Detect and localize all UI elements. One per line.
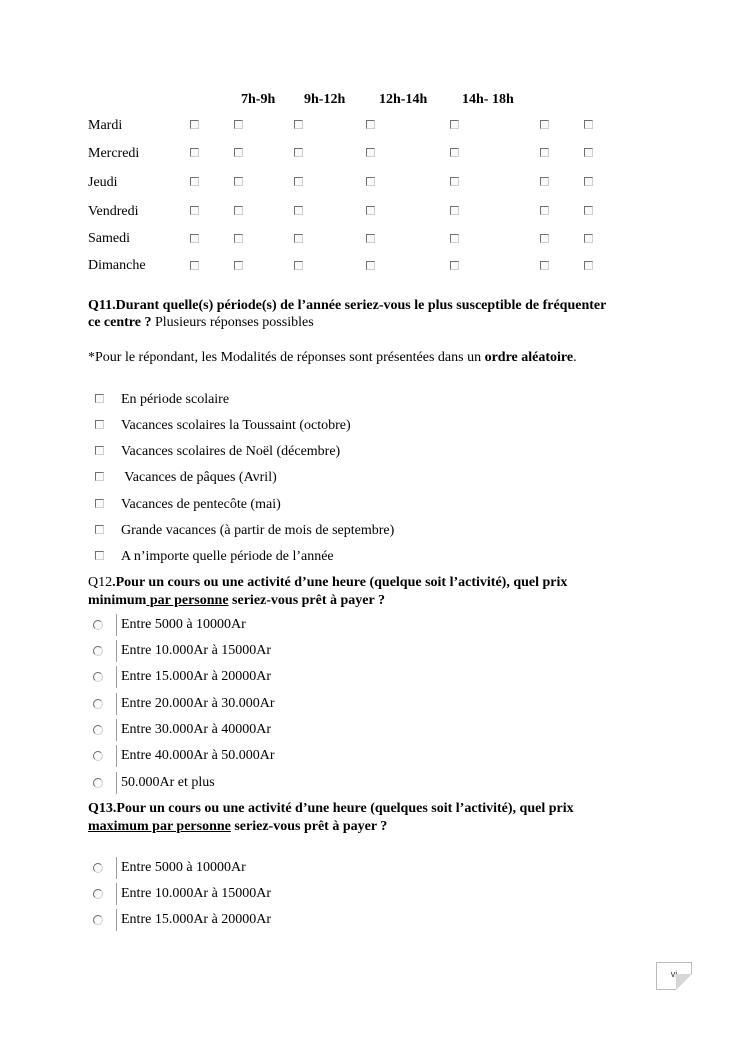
schedule-checkbox-samedi-4[interactable]: [450, 234, 459, 243]
q12-option-1-label: Entre 10.000Ar à 15000Ar: [121, 643, 272, 658]
q12-option-0-divider: [116, 614, 117, 636]
q12-option-1-radio[interactable]: [93, 646, 103, 656]
q11-note-suffix: .: [573, 350, 577, 365]
q12-option-2-divider: [116, 666, 117, 688]
schedule-checkbox-mercredi-5[interactable]: [540, 148, 549, 157]
q12-title-text: .Pour un cours ou une activité d’une heure (quelque soit l’activité), quel prix: [112, 575, 568, 590]
q12-option-5-label: Entre 40.000Ar à 50.000Ar: [121, 748, 275, 763]
q12-option-4-divider: [116, 719, 117, 741]
schedule-checkbox-jeudi-5[interactable]: [540, 177, 549, 186]
q12-option-4-label: Entre 30.000Ar à 40000Ar: [121, 722, 272, 737]
schedule-checkbox-samedi-0[interactable]: [190, 234, 199, 243]
q11-option-4-label: Vacances de pentecôte (mai): [121, 497, 281, 512]
q12-option-6-radio[interactable]: [93, 778, 103, 788]
q13-option-2-divider: [116, 909, 117, 931]
q13-option-2-radio[interactable]: [93, 915, 103, 925]
q11-option-5-label: Grande vacances (à partir de mois de septembre): [121, 523, 395, 538]
q13-title-maximum-per-person: maximum par personne: [88, 819, 231, 834]
schedule-checkbox-vendredi-3[interactable]: [366, 206, 375, 215]
q12-prefix: Q12: [88, 575, 113, 590]
day-label-mardi: Mardi: [88, 118, 123, 133]
schedule-checkbox-mardi-2[interactable]: [294, 120, 303, 129]
schedule-header-14h-18h: 14h- 18h: [462, 92, 514, 107]
q11-option-0-label: En période scolaire: [121, 392, 230, 407]
q12-option-3-label: Entre 20.000Ar à 30.000Ar: [121, 696, 275, 711]
q12-title-line1: [88, 575, 567, 591]
q12-option-4-radio[interactable]: [93, 725, 103, 735]
schedule-header-12h-14h: 12h-14h: [379, 92, 428, 107]
q13-option-0-divider: [116, 857, 117, 879]
schedule-checkbox-jeudi-4[interactable]: [450, 177, 459, 186]
schedule-checkbox-mercredi-6[interactable]: [584, 148, 593, 157]
q12-option-3-divider: [116, 693, 117, 715]
q13-option-1-label: Entre 10.000Ar à 15000Ar: [121, 886, 272, 901]
q11-option-1-label: Vacances scolaires la Toussaint (octobre): [121, 418, 351, 433]
schedule-checkbox-samedi-3[interactable]: [366, 234, 375, 243]
q11-note: [88, 350, 577, 366]
q12-title-end: seriez-vous prêt à payer ?: [228, 593, 385, 608]
schedule-checkbox-vendredi-0[interactable]: [190, 206, 199, 215]
q11-option-5-checkbox[interactable]: [95, 525, 104, 534]
schedule-checkbox-mardi-0[interactable]: [190, 120, 199, 129]
q11-option-2-checkbox[interactable]: [95, 446, 104, 455]
schedule-checkbox-jeudi-3[interactable]: [366, 177, 375, 186]
schedule-checkbox-mercredi-2[interactable]: [294, 148, 303, 157]
q12-title-per-person: par personne: [146, 593, 229, 608]
q12-option-6-label: 50.000Ar et plus: [121, 775, 215, 790]
day-label-mercredi: Mercredi: [88, 146, 140, 161]
schedule-checkbox-dimanche-5[interactable]: [540, 261, 549, 270]
schedule-checkbox-mercredi-4[interactable]: [450, 148, 459, 157]
schedule-checkbox-dimanche-6[interactable]: [584, 261, 593, 270]
q13-option-1-divider: [116, 883, 117, 905]
schedule-checkbox-jeudi-1[interactable]: [234, 177, 243, 186]
q12-option-2-radio[interactable]: [93, 672, 103, 682]
q11-option-1-checkbox[interactable]: [95, 420, 104, 429]
schedule-checkbox-mardi-6[interactable]: [584, 120, 593, 129]
schedule-checkbox-dimanche-2[interactable]: [294, 261, 303, 270]
q11-option-3-label: Vacances de pâques (Avril): [121, 470, 277, 485]
schedule-checkbox-mercredi-1[interactable]: [234, 148, 243, 157]
schedule-checkbox-samedi-6[interactable]: [584, 234, 593, 243]
q11-option-0-checkbox[interactable]: [95, 394, 104, 403]
q12-title-minimum: minimum: [88, 593, 147, 608]
schedule-header-7h-9h: 7h-9h: [241, 92, 276, 107]
q11-title-line1: Q11.Durant quelle(s) période(s) de l’année seriez-vous le plus susceptible de fréquenter: [88, 298, 607, 313]
q11-title-rest: Plusieurs réponses possibles: [151, 315, 314, 330]
schedule-checkbox-dimanche-4[interactable]: [450, 261, 459, 270]
day-label-dimanche: Dimanche: [88, 258, 146, 273]
q12-title-line2: [88, 593, 385, 609]
day-label-samedi: Samedi: [88, 231, 130, 246]
q11-note-bold: ordre aléatoire: [484, 350, 574, 365]
q13-option-1-radio[interactable]: [93, 889, 103, 899]
schedule-checkbox-vendredi-4[interactable]: [450, 206, 459, 215]
page-number-box: [656, 962, 692, 990]
schedule-checkbox-dimanche-1[interactable]: [234, 261, 243, 270]
q12-option-2-label: Entre 15.000Ar à 20000Ar: [121, 669, 272, 684]
schedule-checkbox-vendredi-6[interactable]: [584, 206, 593, 215]
schedule-checkbox-dimanche-0[interactable]: [190, 261, 199, 270]
schedule-checkbox-vendredi-2[interactable]: [294, 206, 303, 215]
schedule-checkbox-mercredi-3[interactable]: [366, 148, 375, 157]
q11-note-prefix: *Pour le répondant, les Modalités de réponses sont présentées dans un: [88, 350, 485, 365]
q11-option-3-checkbox[interactable]: [95, 472, 104, 481]
q13-title-line1: Q13.Pour un cours ou une activité d’une heure (quelques soit l’activité), quel prix: [88, 801, 574, 816]
q13-option-2-label: Entre 15.000Ar à 20000Ar: [121, 912, 272, 927]
q13-option-0-radio[interactable]: [93, 863, 103, 873]
q13-title-line2: [88, 819, 387, 835]
q11-option-4-checkbox[interactable]: [95, 499, 104, 508]
schedule-checkbox-dimanche-3[interactable]: [366, 261, 375, 270]
q12-option-3-radio[interactable]: [93, 699, 103, 709]
schedule-checkbox-vendredi-1[interactable]: [234, 206, 243, 215]
q12-option-0-label: Entre 5000 à 10000Ar: [121, 617, 246, 632]
q12-option-5-divider: [116, 745, 117, 767]
schedule-checkbox-jeudi-0[interactable]: [190, 177, 199, 186]
schedule-checkbox-mercredi-0[interactable]: [190, 148, 199, 157]
q13-option-0-label: Entre 5000 à 10000Ar: [121, 860, 246, 875]
schedule-checkbox-samedi-1[interactable]: [234, 234, 243, 243]
page-number: vi: [670, 969, 678, 979]
q12-option-0-radio[interactable]: [93, 620, 103, 630]
day-label-vendredi: Vendredi: [88, 204, 139, 219]
schedule-header-9h-12h: 9h-12h: [304, 92, 346, 107]
q11-title-bold: ce centre ?: [88, 315, 152, 330]
q12-option-6-divider: [116, 772, 117, 794]
schedule-checkbox-jeudi-6[interactable]: [584, 177, 593, 186]
q11-option-2-label: Vacances scolaires de Noël (décembre): [121, 444, 341, 459]
page-curl-icon: [676, 974, 692, 990]
q13-title-end: seriez-vous prêt à payer ?: [230, 819, 388, 834]
q12-option-5-radio[interactable]: [93, 751, 103, 761]
q11-option-6-label: A n’importe quelle période de l’année: [121, 549, 334, 564]
schedule-checkbox-mardi-3[interactable]: [366, 120, 375, 129]
day-label-jeudi: Jeudi: [88, 175, 118, 190]
q11-option-6-checkbox[interactable]: [95, 551, 104, 560]
schedule-checkbox-mardi-1[interactable]: [234, 120, 243, 129]
q12-option-1-divider: [116, 640, 117, 662]
q11-title-line2: [88, 315, 314, 331]
schedule-checkbox-vendredi-5[interactable]: [540, 206, 549, 215]
schedule-checkbox-jeudi-2[interactable]: [294, 177, 303, 186]
schedule-checkbox-samedi-2[interactable]: [294, 234, 303, 243]
schedule-checkbox-mardi-5[interactable]: [540, 120, 549, 129]
schedule-checkbox-samedi-5[interactable]: [540, 234, 549, 243]
schedule-checkbox-mardi-4[interactable]: [450, 120, 459, 129]
